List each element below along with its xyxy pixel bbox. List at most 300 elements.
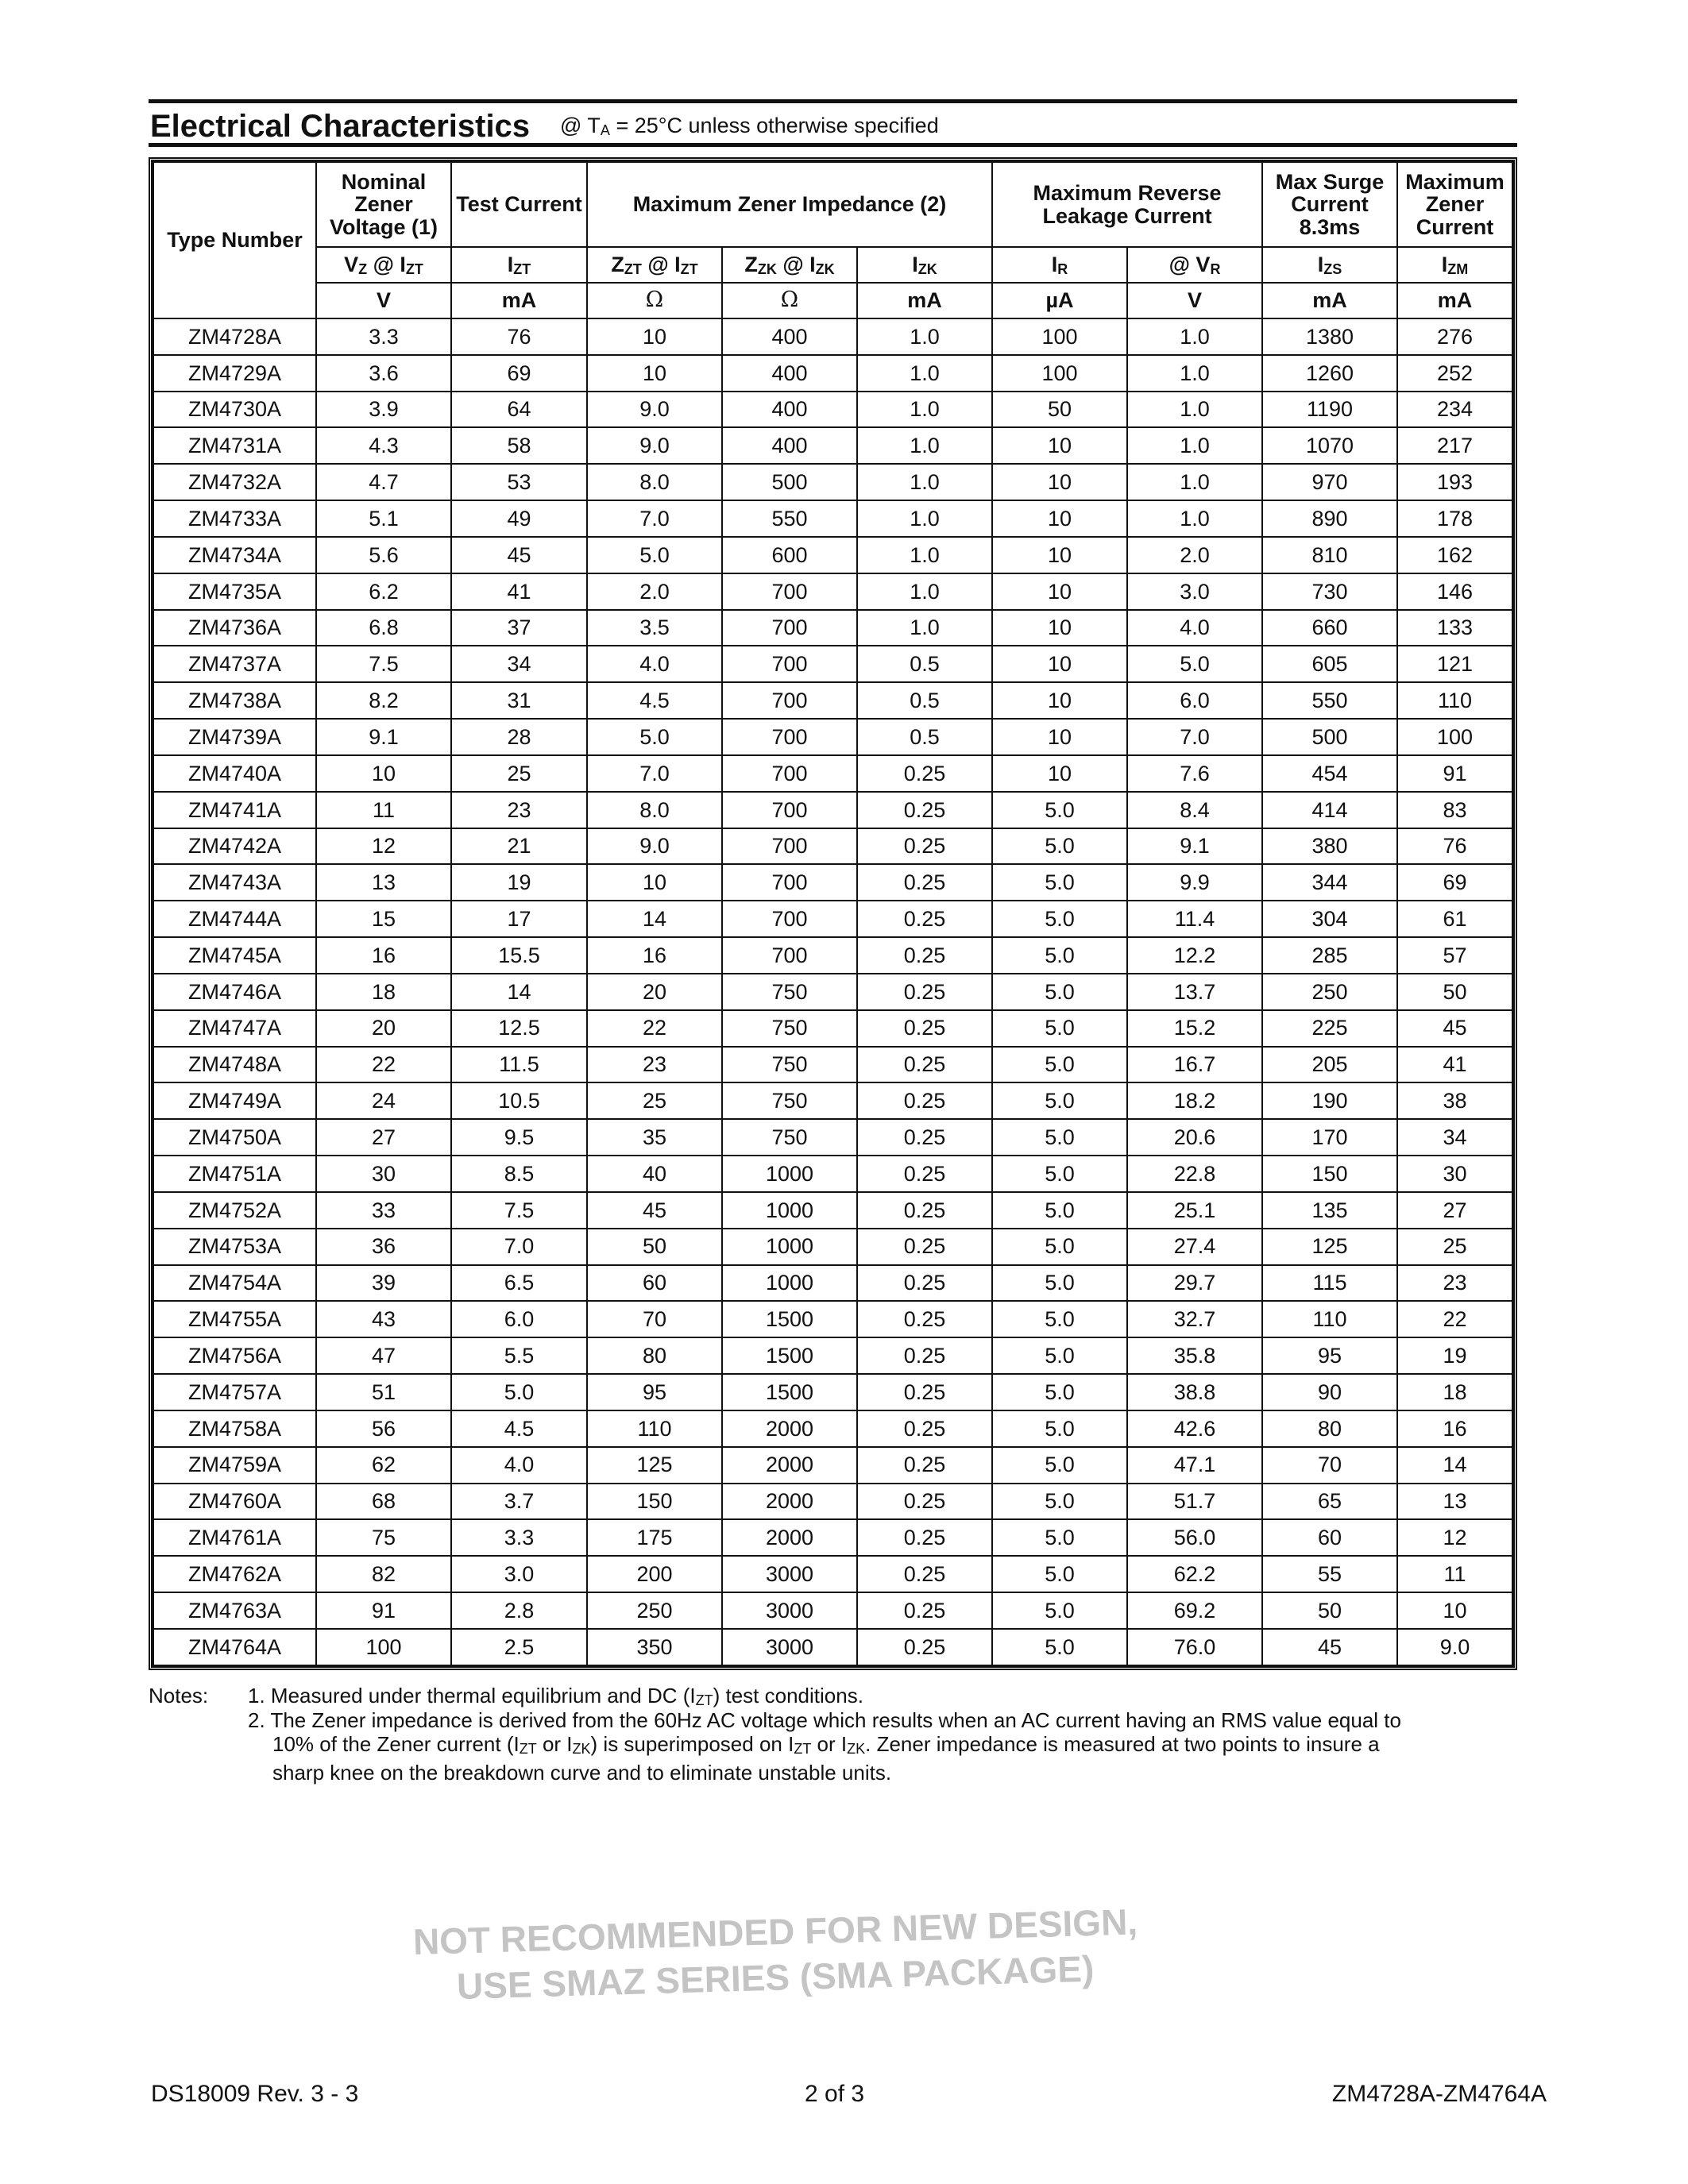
- type-number-cell: ZM4743A: [153, 864, 316, 901]
- value-cell: 3.3: [451, 1519, 587, 1556]
- value-cell: 41: [1397, 1047, 1512, 1083]
- value-cell: 0.25: [857, 828, 992, 865]
- value-cell: 146: [1397, 573, 1512, 610]
- value-cell: 9.0: [587, 392, 722, 428]
- value-cell: 45: [1397, 1010, 1512, 1047]
- unit-cell: Ω: [722, 283, 857, 318]
- type-number-cell: ZM4738A: [153, 682, 316, 719]
- value-cell: 9.9: [1127, 864, 1262, 901]
- value-cell: 91: [1397, 755, 1512, 792]
- value-cell: 4.5: [587, 682, 722, 719]
- value-cell: 2000: [722, 1519, 857, 1556]
- symbol-izk: $I_{ZK}$: [857, 247, 992, 283]
- value-cell: 4.0: [1127, 610, 1262, 646]
- value-cell: 60: [1262, 1519, 1397, 1556]
- value-cell: 5.0: [992, 792, 1127, 828]
- value-cell: 75: [316, 1519, 451, 1556]
- value-cell: 51.7: [1127, 1484, 1262, 1520]
- value-cell: 0.25: [857, 864, 992, 901]
- type-number-cell: ZM4737A: [153, 646, 316, 682]
- value-cell: 0.25: [857, 1301, 992, 1337]
- symbol-izm: $I_{ZM}$: [1397, 247, 1512, 283]
- value-cell: 4.0: [587, 646, 722, 682]
- value-cell: 0.25: [857, 1337, 992, 1374]
- value-cell: 5.0: [992, 1592, 1127, 1629]
- value-cell: 5.0: [992, 828, 1127, 865]
- value-cell: 660: [1262, 610, 1397, 646]
- value-cell: 14: [451, 974, 587, 1010]
- value-cell: 10: [992, 719, 1127, 755]
- value-cell: 135: [1262, 1192, 1397, 1229]
- value-cell: 1000: [722, 1229, 857, 1265]
- value-cell: 64: [451, 392, 587, 428]
- value-cell: 37: [451, 610, 587, 646]
- value-cell: 0.25: [857, 1410, 992, 1447]
- table-row: [153, 1410, 1512, 1447]
- value-cell: 20.6: [1127, 1119, 1262, 1156]
- value-cell: 110: [1262, 1301, 1397, 1337]
- value-cell: 23: [587, 1047, 722, 1083]
- type-number-cell: ZM4748A: [153, 1047, 316, 1083]
- value-cell: 3.3: [316, 318, 451, 355]
- value-cell: 700: [722, 937, 857, 974]
- value-cell: 5.0: [992, 1082, 1127, 1119]
- value-cell: 76: [1397, 828, 1512, 865]
- value-cell: 83: [1397, 792, 1512, 828]
- value-cell: 5.0: [992, 937, 1127, 974]
- type-number-cell: ZM4740A: [153, 755, 316, 792]
- value-cell: 1.0: [1127, 318, 1262, 355]
- value-cell: 3.0: [451, 1556, 587, 1592]
- value-cell: 45: [1262, 1629, 1397, 1665]
- value-cell: 0.25: [857, 1265, 992, 1302]
- value-cell: 76: [451, 318, 587, 355]
- type-number-cell: ZM4747A: [153, 1010, 316, 1047]
- value-cell: 1.0: [857, 537, 992, 573]
- value-cell: 45: [587, 1192, 722, 1229]
- value-cell: 3.6: [316, 355, 451, 392]
- value-cell: 5.0: [587, 719, 722, 755]
- table-row: [153, 1119, 1512, 1156]
- table-row: [153, 537, 1512, 573]
- value-cell: 304: [1262, 901, 1397, 937]
- value-cell: 550: [1262, 682, 1397, 719]
- value-cell: 0.25: [857, 1119, 992, 1156]
- table-row: [153, 1337, 1512, 1374]
- unit-cell: V: [316, 283, 451, 318]
- value-cell: 19: [451, 864, 587, 901]
- value-cell: 252: [1397, 355, 1512, 392]
- value-cell: 76.0: [1127, 1629, 1262, 1665]
- value-cell: 5.0: [992, 1410, 1127, 1447]
- table-row: [153, 974, 1512, 1010]
- table-row: [153, 500, 1512, 537]
- value-cell: 0.25: [857, 1047, 992, 1083]
- value-cell: 0.25: [857, 1229, 992, 1265]
- value-cell: 11: [316, 792, 451, 828]
- value-cell: 1.0: [857, 573, 992, 610]
- value-cell: 5.0: [992, 1374, 1127, 1410]
- value-cell: 10: [992, 610, 1127, 646]
- value-cell: 700: [722, 682, 857, 719]
- value-cell: 7.5: [451, 1192, 587, 1229]
- table-body: [153, 318, 1512, 1665]
- value-cell: 1500: [722, 1301, 857, 1337]
- value-cell: 550: [722, 500, 857, 537]
- value-cell: 0.5: [857, 646, 992, 682]
- value-cell: 45: [451, 537, 587, 573]
- table-row: [153, 755, 1512, 792]
- type-number-cell: ZM4741A: [153, 792, 316, 828]
- value-cell: 9.0: [587, 828, 722, 865]
- value-cell: 1.0: [857, 464, 992, 500]
- table-row: [153, 1484, 1512, 1520]
- table-row: [153, 1229, 1512, 1265]
- value-cell: 5.1: [316, 500, 451, 537]
- value-cell: 56: [316, 1410, 451, 1447]
- value-cell: 5.0: [992, 1229, 1127, 1265]
- value-cell: 21: [451, 828, 587, 865]
- value-cell: 27: [1397, 1192, 1512, 1229]
- value-cell: 100: [992, 318, 1127, 355]
- type-number-cell: ZM4756A: [153, 1337, 316, 1374]
- value-cell: 10: [316, 755, 451, 792]
- value-cell: 400: [722, 427, 857, 464]
- value-cell: 0.25: [857, 1556, 992, 1592]
- table-row: [153, 864, 1512, 901]
- value-cell: 1380: [1262, 318, 1397, 355]
- value-cell: 250: [1262, 974, 1397, 1010]
- table-row: [153, 1556, 1512, 1592]
- value-cell: 250: [587, 1592, 722, 1629]
- value-cell: 0.5: [857, 682, 992, 719]
- value-cell: 62.2: [1127, 1556, 1262, 1592]
- value-cell: 1.0: [857, 610, 992, 646]
- value-cell: 65: [1262, 1484, 1397, 1520]
- value-cell: 1260: [1262, 355, 1397, 392]
- table-row: [153, 828, 1512, 865]
- value-cell: 5.0: [992, 1047, 1127, 1083]
- value-cell: 100: [316, 1629, 451, 1665]
- value-cell: 56.0: [1127, 1519, 1262, 1556]
- value-cell: 23: [451, 792, 587, 828]
- value-cell: 5.0: [992, 1447, 1127, 1484]
- type-number-cell: ZM4742A: [153, 828, 316, 865]
- type-number-cell: ZM4762A: [153, 1556, 316, 1592]
- type-number-cell: ZM4754A: [153, 1265, 316, 1302]
- value-cell: 20: [316, 1010, 451, 1047]
- value-cell: 414: [1262, 792, 1397, 828]
- value-cell: 11.4: [1127, 901, 1262, 937]
- symbol-ir: $I_R$: [992, 247, 1127, 283]
- value-cell: 30: [316, 1156, 451, 1192]
- page-title: Electrical Characteristics: [150, 109, 531, 144]
- value-cell: 31: [451, 682, 587, 719]
- value-cell: 7.0: [587, 755, 722, 792]
- value-cell: 50: [1262, 1592, 1397, 1629]
- value-cell: 350: [587, 1629, 722, 1665]
- unit-cell: mA: [857, 283, 992, 318]
- value-cell: 125: [1262, 1229, 1397, 1265]
- value-cell: 0.25: [857, 1156, 992, 1192]
- table-row: [153, 1047, 1512, 1083]
- value-cell: 1500: [722, 1337, 857, 1374]
- value-cell: 28: [451, 719, 587, 755]
- value-cell: 7.0: [587, 500, 722, 537]
- value-cell: 0.25: [857, 1010, 992, 1047]
- value-cell: 5.0: [992, 864, 1127, 901]
- value-cell: 2.0: [587, 573, 722, 610]
- footer-part-range: ZM4728A-ZM4764A: [1331, 2081, 1547, 2107]
- value-cell: 1.0: [857, 392, 992, 428]
- value-cell: 1190: [1262, 392, 1397, 428]
- header-nominal-voltage: Nominal Zener Voltage (1): [316, 162, 451, 247]
- value-cell: 5.0: [992, 1629, 1127, 1665]
- value-cell: 162: [1397, 537, 1512, 573]
- value-cell: 60: [587, 1265, 722, 1302]
- value-cell: 0.25: [857, 1519, 992, 1556]
- value-cell: 27: [316, 1119, 451, 1156]
- value-cell: 61: [1397, 901, 1512, 937]
- value-cell: 100: [992, 355, 1127, 392]
- value-cell: 25: [451, 755, 587, 792]
- value-cell: 6.2: [316, 573, 451, 610]
- value-cell: 10: [992, 573, 1127, 610]
- value-cell: 12.2: [1127, 937, 1262, 974]
- value-cell: 1500: [722, 1374, 857, 1410]
- value-cell: 3.9: [316, 392, 451, 428]
- value-cell: 1.0: [857, 318, 992, 355]
- value-cell: 115: [1262, 1265, 1397, 1302]
- value-cell: 700: [722, 646, 857, 682]
- value-cell: 0.25: [857, 974, 992, 1010]
- notes-label: Notes:: [149, 1684, 209, 1707]
- table-row: [153, 318, 1512, 355]
- type-number-cell: ZM4734A: [153, 537, 316, 573]
- type-number-cell: ZM4753A: [153, 1229, 316, 1265]
- value-cell: 8.0: [587, 464, 722, 500]
- value-cell: 205: [1262, 1047, 1397, 1083]
- type-number-cell: ZM4733A: [153, 500, 316, 537]
- value-cell: 4.3: [316, 427, 451, 464]
- type-number-cell: ZM4760A: [153, 1484, 316, 1520]
- value-cell: 22: [316, 1047, 451, 1083]
- value-cell: 47: [316, 1337, 451, 1374]
- table-row: [153, 1265, 1512, 1302]
- value-cell: 7.0: [1127, 719, 1262, 755]
- value-cell: 344: [1262, 864, 1397, 901]
- table-row: [153, 1592, 1512, 1629]
- value-cell: 5.0: [451, 1374, 587, 1410]
- value-cell: 700: [722, 573, 857, 610]
- value-cell: 12: [1397, 1519, 1512, 1556]
- table-row: [153, 1010, 1512, 1047]
- value-cell: 13: [316, 864, 451, 901]
- value-cell: 16: [316, 937, 451, 974]
- value-cell: 13.7: [1127, 974, 1262, 1010]
- watermark-line-1: NOT RECOMMENDED FOR NEW DESIGN,: [412, 1900, 1138, 1962]
- value-cell: 150: [1262, 1156, 1397, 1192]
- symbol-izt: $I_{ZT}$: [451, 247, 587, 283]
- value-cell: 22: [587, 1010, 722, 1047]
- value-cell: 0.25: [857, 755, 992, 792]
- table-row: [153, 1447, 1512, 1484]
- value-cell: 234: [1397, 392, 1512, 428]
- value-cell: 5.0: [992, 1265, 1127, 1302]
- value-cell: 53: [451, 464, 587, 500]
- value-cell: 0.25: [857, 792, 992, 828]
- value-cell: 400: [722, 392, 857, 428]
- unit-cell: mA: [1262, 283, 1397, 318]
- value-cell: 700: [722, 828, 857, 865]
- value-cell: 200: [587, 1556, 722, 1592]
- value-cell: 50: [992, 392, 1127, 428]
- value-cell: 890: [1262, 500, 1397, 537]
- value-cell: 29.7: [1127, 1265, 1262, 1302]
- value-cell: 2000: [722, 1484, 857, 1520]
- value-cell: 38.8: [1127, 1374, 1262, 1410]
- value-cell: 700: [722, 792, 857, 828]
- value-cell: 50: [587, 1229, 722, 1265]
- value-cell: 380: [1262, 828, 1397, 865]
- unit-cell: mA: [451, 283, 587, 318]
- value-cell: 19: [1397, 1337, 1512, 1374]
- type-number-cell: ZM4764A: [153, 1629, 316, 1665]
- type-number-cell: ZM4758A: [153, 1410, 316, 1447]
- value-cell: 454: [1262, 755, 1397, 792]
- value-cell: 0.25: [857, 1374, 992, 1410]
- symbol-zzt-izt: $Z_{ZT}$ @ $I_{ZT}$: [587, 247, 722, 283]
- value-cell: 5.0: [992, 1192, 1127, 1229]
- value-cell: 5.0: [992, 1156, 1127, 1192]
- value-cell: 70: [1262, 1447, 1397, 1484]
- type-number-cell: ZM4745A: [153, 937, 316, 974]
- value-cell: 18: [316, 974, 451, 1010]
- type-number-cell: ZM4730A: [153, 392, 316, 428]
- value-cell: 4.5: [451, 1410, 587, 1447]
- type-number-cell: ZM4732A: [153, 464, 316, 500]
- value-cell: 10: [992, 755, 1127, 792]
- value-cell: 10.5: [451, 1082, 587, 1119]
- table-row: [153, 355, 1512, 392]
- value-cell: 2000: [722, 1410, 857, 1447]
- value-cell: 15: [316, 901, 451, 937]
- value-cell: 0.25: [857, 1484, 992, 1520]
- header-type-number: Type Number: [153, 162, 316, 318]
- value-cell: 175: [587, 1519, 722, 1556]
- value-cell: 11.5: [451, 1047, 587, 1083]
- value-cell: 51: [316, 1374, 451, 1410]
- value-cell: 4.0: [451, 1447, 587, 1484]
- value-cell: 17: [451, 901, 587, 937]
- value-cell: 12: [316, 828, 451, 865]
- value-cell: 750: [722, 1010, 857, 1047]
- value-cell: 23: [1397, 1265, 1512, 1302]
- value-cell: 0.25: [857, 1447, 992, 1484]
- value-cell: 0.25: [857, 937, 992, 974]
- value-cell: 50: [1397, 974, 1512, 1010]
- value-cell: 3.0: [1127, 573, 1262, 610]
- value-cell: 110: [587, 1410, 722, 1447]
- value-cell: 7.5: [316, 646, 451, 682]
- value-cell: 5.0: [992, 974, 1127, 1010]
- value-cell: 20: [587, 974, 722, 1010]
- value-cell: 9.5: [451, 1119, 587, 1156]
- value-cell: 600: [722, 537, 857, 573]
- value-cell: 6.8: [316, 610, 451, 646]
- value-cell: 69: [451, 355, 587, 392]
- value-cell: 15.5: [451, 937, 587, 974]
- value-cell: 10: [992, 537, 1127, 573]
- type-number-cell: ZM4729A: [153, 355, 316, 392]
- value-cell: 133: [1397, 610, 1512, 646]
- value-cell: 5.0: [587, 537, 722, 573]
- type-number-cell: ZM4749A: [153, 1082, 316, 1119]
- value-cell: 16: [587, 937, 722, 974]
- value-cell: 11: [1397, 1556, 1512, 1592]
- value-cell: 110: [1397, 682, 1512, 719]
- value-cell: 3.7: [451, 1484, 587, 1520]
- value-cell: 10: [992, 646, 1127, 682]
- value-cell: 0.25: [857, 1082, 992, 1119]
- value-cell: 1.0: [1127, 427, 1262, 464]
- value-cell: 14: [1397, 1447, 1512, 1484]
- value-cell: 40: [587, 1156, 722, 1192]
- value-cell: 6.0: [1127, 682, 1262, 719]
- value-cell: 3000: [722, 1629, 857, 1665]
- table-row: [153, 1629, 1512, 1665]
- header-max-reverse-leakage: Maximum Reverse Leakage Current: [992, 162, 1262, 247]
- value-cell: 2.0: [1127, 537, 1262, 573]
- type-number-cell: ZM4759A: [153, 1447, 316, 1484]
- value-cell: 5.0: [992, 1484, 1127, 1520]
- table-row: [153, 719, 1512, 755]
- table-row: [153, 1374, 1512, 1410]
- value-cell: 700: [722, 755, 857, 792]
- value-cell: 42.6: [1127, 1410, 1262, 1447]
- value-cell: 217: [1397, 427, 1512, 464]
- value-cell: 121: [1397, 646, 1512, 682]
- value-cell: 700: [722, 864, 857, 901]
- value-cell: 5.0: [992, 1119, 1127, 1156]
- value-cell: 55: [1262, 1556, 1397, 1592]
- test-condition: @ $T_A = 25^\circ C$ unless otherwise specified: [560, 114, 939, 138]
- table-row: [153, 610, 1512, 646]
- value-cell: 34: [451, 646, 587, 682]
- value-cell: 70: [587, 1301, 722, 1337]
- symbol-izs: $I_{ZS}$: [1262, 247, 1397, 283]
- value-cell: 190: [1262, 1082, 1397, 1119]
- watermark-stamp: [350, 1900, 1223, 2033]
- type-number-cell: ZM4736A: [153, 610, 316, 646]
- value-cell: 69.2: [1127, 1592, 1262, 1629]
- type-number-cell: ZM4752A: [153, 1192, 316, 1229]
- value-cell: 178: [1397, 500, 1512, 537]
- value-cell: 58: [451, 427, 587, 464]
- value-cell: 12.5: [451, 1010, 587, 1047]
- value-cell: 16.7: [1127, 1047, 1262, 1083]
- value-cell: 1.0: [857, 500, 992, 537]
- type-number-cell: ZM4751A: [153, 1156, 316, 1192]
- value-cell: 80: [1262, 1410, 1397, 1447]
- value-cell: 69: [1397, 864, 1512, 901]
- value-cell: 750: [722, 1119, 857, 1156]
- value-cell: 1.0: [1127, 392, 1262, 428]
- value-cell: 10: [587, 864, 722, 901]
- value-cell: 750: [722, 1082, 857, 1119]
- value-cell: 47.1: [1127, 1447, 1262, 1484]
- type-number-cell: ZM4739A: [153, 719, 316, 755]
